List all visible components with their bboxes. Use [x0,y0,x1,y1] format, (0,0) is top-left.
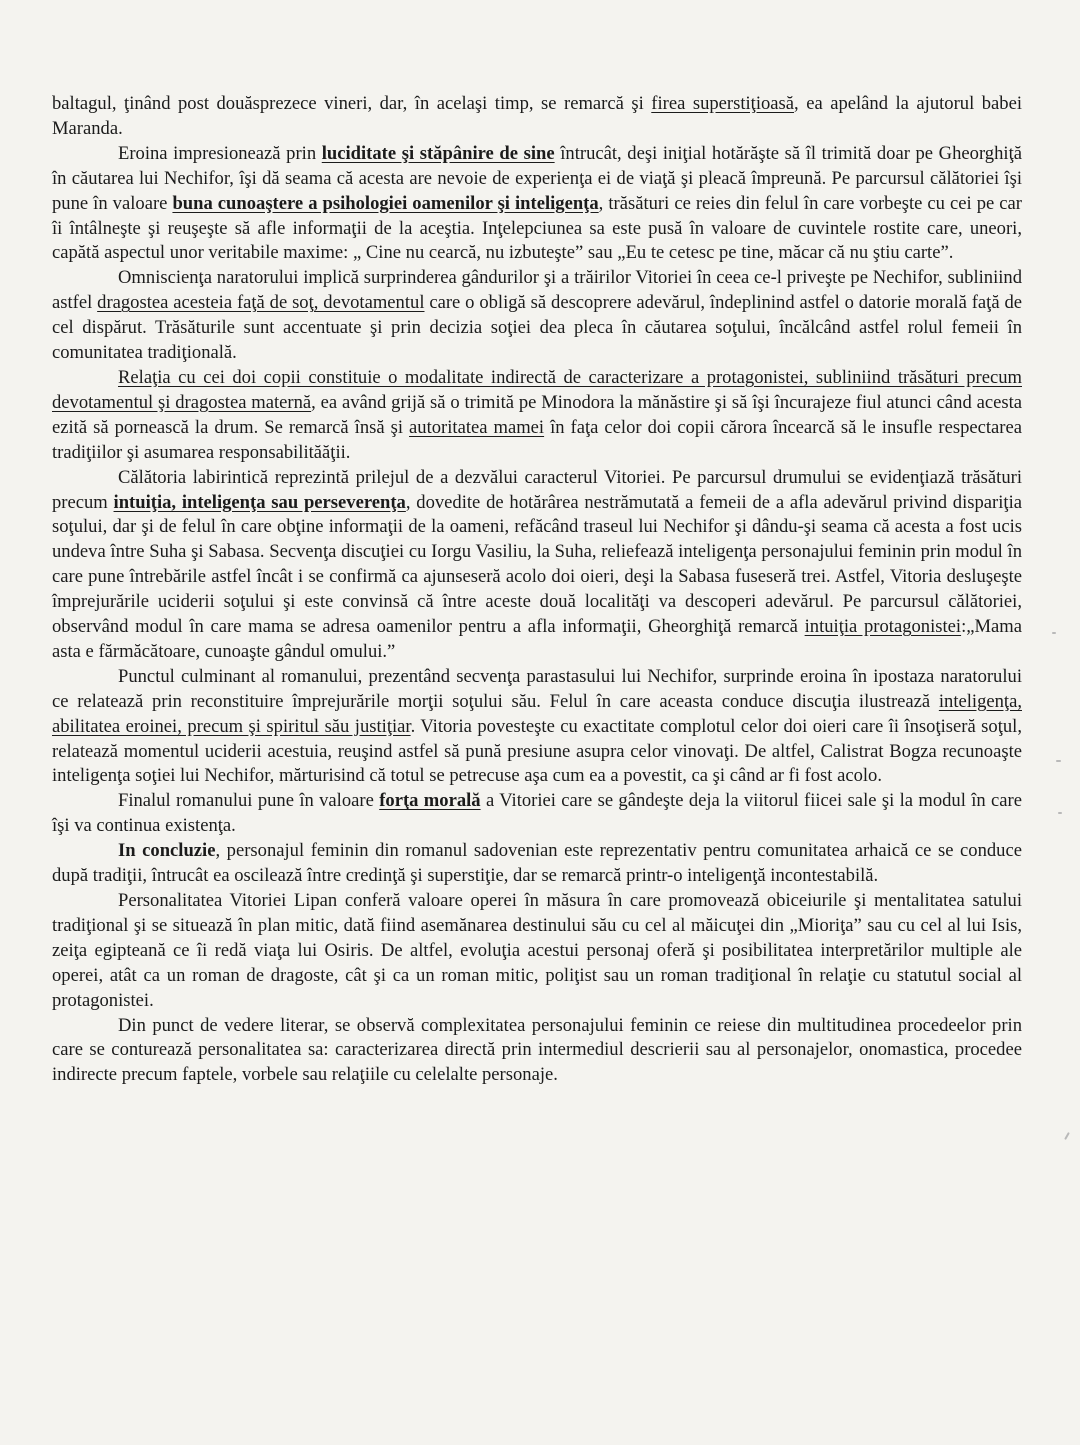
underlined-phrase: forţa morală [379,790,481,812]
underlined-phrase: luciditate şi stăpânire de sine [321,142,555,164]
text-segment: , ea apelând la ajutorul babei Maranda. [52,93,1023,139]
underlined-phrase: inteligenţa, abilitatea eroinei, precum şi spiritul său justiţiar [52,690,1022,737]
underlined-phrase: buna cunoaştere a psihologiei oamenilor şi inteligenţa [172,192,599,214]
text-segment: a Vitoriei care se gândeşte deja la viitorul fiicei sale şi la modul în care îşi va continua existenţa. [52,790,1023,837]
text-segment: care o obligă să descoprere adevărul, îndeplinind astfel o datorie morală faţă de cel dispărut. Trăsăturile sunt accentuate şi prin decizia soţiei dea pleca în căutarea soţului, încălcând astfel rolul femeii în comunitatea tradiţională. [52,292,1023,364]
scan-artifact [1056,760,1061,762]
text-segment: :„Mama asta e fărmăcătoare, cunoaşte gândul omului.” [52,616,1022,662]
text-segment: , trăsături ce reies din felul în care vorbeşte cu cei pe car îi întâlneşte şi reuşeşte să afle informaţii de la aceştia. Inţelepciunea sa este pusă în valoare de cuvintele rostite care, uneori, capătă aspectul unor veritabile maxime: „ Cine nu cearcă, nu izbuteşte” sau „Eu te cetesc pe tine, măcar că nu ştiu carte”. [52,192,1022,264]
scan-artifact [1058,812,1062,814]
scan-artifact [1052,632,1056,634]
paragraph [52,839,1022,889]
text-segment: baltagul, ţinând post douăsprezece vineri, dar, în acelaşi timp, se remarcă şi [52,93,652,114]
document-page [52,92,1022,1088]
paragraph [52,366,1022,466]
underlined-phrase: dragostea acesteia faţă de soţ, devotamentul [97,292,425,314]
paragraph [52,665,1022,790]
text-segment: , ea având grijă să o trimită pe Minodora la mănăstire şi să îşi încurajeze fiul atunci când acesta ezită să pornească la drum. Se remarcă însă şi [52,391,1022,438]
paragraph [52,266,1022,366]
text-segment: Din punct de vedere literar, se observă complexitatea personajului feminin ce reiese din multitudinea procedeelor prin care se conturează personalitatea sa: caracterizarea directă prin intermediul descrierii sau al personajelor, onomastica, procedee indirecte precum faptele, vorbele sau relaţiile cu celelalte personaje. [52,1014,1022,1086]
underlined-phrase: Relaţia cu cei doi copii constituie o modalitate indirectă de caracterizare a protagonistei, subliniind trăsături precum devotamentul şi dragostea maternă [52,366,1022,413]
text-segment: In concluzie [118,840,216,862]
underlined-phrase: intuiţia, inteligenţa sau perseverenţa [113,491,406,513]
text-segment: , personajul feminin din romanul sadovenian este reprezentativ pentru comunitatea arhaică ce se conduce după tradiţii, întrucât ea oscilează între credinţă şi superstiţie, dar se remarcă printr-o inteligenţă incontestabilă. [52,840,1022,887]
text-segment: întrucât, deşi iniţial hotărăşte să îl trimită doar pe Gheorghiţă în căutarea lui Nechifor, îşi dă seama că acesta are nevoie de experienţa ei de viaţă şi pleacă împreună. Pe parcursul călătoriei îşi pune în valoare [52,142,1022,214]
paragraph [52,92,1022,142]
scan-artifact [1064,1132,1070,1140]
paragraph [52,466,1022,665]
text-segment: . Vitoria povesteşte cu exactitate complotul celor doi oieri care îi însoţiseră soţul, relatează momentul uciderii acestuia, reuşind astfel să pună presiune asupra celor vinovaţi. De altfel, Calistrat Bogza recunoaşte inteligenţa soţiei lui Nechifor, mărturisind că totul se petrecuse aşa cum ea a povestit, ca şi când ar fi fost acolo. [52,715,1022,787]
text-segment: Eroina impresionează prin [118,142,322,164]
text-segment: Punctul culminant al romanului, prezentând secvenţa parastasului lui Nechifor, surprinde eroina în ipostaza naratorului ce relatează prin reconstituire împrejurările morţii soţului său. Felul în care aceasta conduce discuţia ilustrează [52,665,1022,712]
text-segment: Finalul romanului pune în valoare [118,790,380,812]
underlined-phrase: intuiţia protagonistei [804,616,962,638]
document-body [52,92,1022,1088]
text-segment: în faţa celor doi copii cărora încearcă să le insufle respectarea tradiţiilor şi asumarea responsabilităăţii. [52,416,1022,463]
text-segment: Personalitatea Vitoriei Lipan conferă valoare operei în măsura în care promovează obiceiurile şi mentalitatea satului tradiţional şi se situează în plan mitic, dată fiind asemănarea destinului său cu cel al măicuţei din „Mioriţa” sau cu cel al lui Isis, zeiţa egipteană ce îi redă viaţa lui Osiris. De altfel, evoluţia acestui personaj oferă şi posibilitatea interpretărilor multiple ale operei, atât ca un roman de dragoste, cât şi ca un roman mitic, poliţist sau un roman tradiţional în relaţie cu statutul social al protagonistei. [52,890,1022,1011]
text-segment: Călătoria labirintică reprezintă prilejul de a dezvălui caracterul Vitoriei. Pe parcursul drumului se evidenţiază trăsături precum [52,466,1022,513]
underlined-phrase: firea superstiţioasă [651,93,795,114]
paragraph [52,1014,1022,1089]
paragraph [52,789,1022,839]
paragraph [52,142,1022,267]
text-segment: Omniscienţa naratorului implică surprinderea gândurilor şi a trăirilor Vitoriei în ceea ce-l priveşte pe Nechifor, subliniind astfel [52,267,1022,314]
paragraph [52,889,1022,1014]
text-segment: , dovedite de hotărârea nestrămutată a femeii de a afla adevărul privind dispariţia soţului, dar şi de felul în care obţine informaţii de la oameni, refăcând traseul lui Nechifor şi dându-şi seama că acesta a fost ucis undeva între Suha şi Sabasa. Secvenţa discuţiei cu Iorgu Vasiliu, la Suha, reliefează inteligenţa personajului feminin prin modul în care pune întrebările astfel încât i se confirmă ca ajunseseră acolo doi oieri, deşi la Sabasa fuseseră trei. Astfel, Vitoria desluşeşte împrejurările uciderii soţului şi este convinsă că între aceste două localităţi va descoperi adevărul. Pe parcursul călătoriei, observând modul în care mama se adresa oamenilor pentru a afla informaţii, Gheorghiţă remarcă [52,491,1022,638]
underlined-phrase: autoritatea mamei [409,416,545,438]
